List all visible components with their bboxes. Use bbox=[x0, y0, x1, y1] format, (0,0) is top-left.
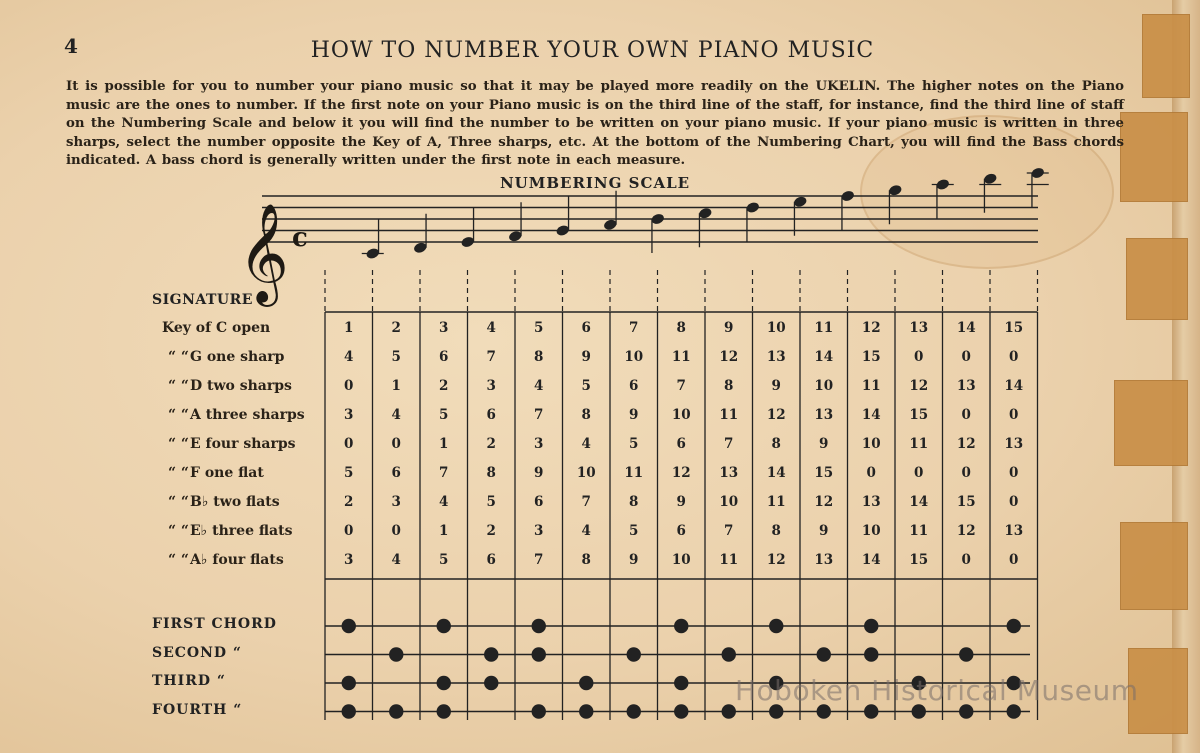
chord-dot bbox=[674, 676, 688, 690]
table-cell: 8 bbox=[581, 552, 591, 568]
key-name: G one sharp bbox=[190, 349, 285, 365]
table-cell: 11 bbox=[719, 407, 739, 423]
table-cell: 0 bbox=[391, 523, 401, 539]
chord-dot bbox=[959, 647, 973, 661]
table-cell: 3 bbox=[534, 523, 544, 539]
table-cell: 7 bbox=[724, 436, 734, 452]
table-cell: 2 bbox=[486, 436, 496, 452]
table-cell: 15 bbox=[814, 465, 834, 481]
table-cell: 13 bbox=[1004, 523, 1024, 539]
table-cell: 0 bbox=[344, 378, 354, 394]
table-cell: 2 bbox=[486, 523, 496, 539]
table-cell: 13 bbox=[814, 407, 834, 423]
table-cell: 8 bbox=[486, 465, 496, 481]
table-cell: 7 bbox=[629, 320, 639, 336]
table-cell: 2 bbox=[439, 378, 449, 394]
table-cell: 4 bbox=[439, 494, 449, 510]
table-cell: 6 bbox=[391, 465, 401, 481]
table-cell: 5 bbox=[486, 494, 496, 510]
table-cell: 14 bbox=[861, 552, 881, 568]
table-cell: 5 bbox=[344, 465, 354, 481]
page-title: HOW TO NUMBER YOUR OWN PIANO MUSIC bbox=[310, 38, 875, 63]
table-cell: 6 bbox=[486, 407, 496, 423]
ditto-mark: “ “ bbox=[168, 349, 189, 365]
table-cell: 9 bbox=[819, 523, 829, 539]
table-cell: 12 bbox=[956, 436, 976, 452]
table-cell: 7 bbox=[486, 349, 496, 365]
key-name: B♭ two flats bbox=[190, 494, 280, 510]
table-cell: 2 bbox=[391, 320, 401, 336]
table-cell: 9 bbox=[629, 552, 639, 568]
table-cell: 11 bbox=[719, 552, 739, 568]
key-name: Key of C open bbox=[162, 320, 271, 336]
table-cell: 13 bbox=[719, 465, 739, 481]
table-cell: 4 bbox=[344, 349, 354, 365]
table-cell: 15 bbox=[909, 552, 929, 568]
table-cell: 13 bbox=[766, 349, 786, 365]
table-cell: 7 bbox=[676, 378, 686, 394]
chord-dot bbox=[389, 647, 403, 661]
table-cell: 3 bbox=[344, 407, 354, 423]
table-cell: 11 bbox=[909, 436, 929, 452]
key-name: A three sharps bbox=[190, 407, 305, 423]
table-cell: 11 bbox=[814, 320, 834, 336]
page-number: 4 bbox=[64, 34, 78, 58]
table-cell: 12 bbox=[766, 552, 786, 568]
table-cell: 13 bbox=[1004, 436, 1024, 452]
table-cell: 9 bbox=[819, 436, 829, 452]
table-cell: 9 bbox=[581, 349, 591, 365]
table-cell: 0 bbox=[1009, 465, 1019, 481]
table-cell: 10 bbox=[766, 320, 786, 336]
table-cell: 10 bbox=[624, 349, 644, 365]
table-cell: 0 bbox=[866, 465, 876, 481]
table-cell: 15 bbox=[861, 349, 881, 365]
table-cell: 6 bbox=[676, 523, 686, 539]
table-cell: 10 bbox=[671, 407, 691, 423]
table-cell: 12 bbox=[814, 494, 834, 510]
table-cell: 0 bbox=[1009, 349, 1019, 365]
table-cell: 6 bbox=[629, 378, 639, 394]
ditto-mark: “ “ bbox=[168, 378, 189, 394]
key-name: E four sharps bbox=[190, 436, 296, 452]
table-cell: 6 bbox=[486, 552, 496, 568]
table-cell: 4 bbox=[581, 436, 591, 452]
table-cell: 13 bbox=[956, 378, 976, 394]
table-cell: 0 bbox=[961, 349, 971, 365]
ditto-mark: “ “ bbox=[168, 523, 189, 539]
watermark: Hoboken Historical Museum bbox=[735, 674, 1139, 707]
key-name: F one flat bbox=[190, 465, 264, 481]
intro-paragraph: It is possible for you to number your piano music so that it may be played more readily on the UKELIN. The higher notes on the Piano music are the ones to number. If the first note on your Piano music is on the third line of the staff, for instance, find the third line of staff on the Numbering Scale and below it you will find the number to be written on your piano music. If your piano music is written in three sharps, select the number opposite the Key of A, Three sharps, etc. At the bottom of the Numbering Chart, you will find the Bass chords indicated. A bass chord is generally written under the first note in each measure. bbox=[66, 79, 1124, 168]
table-cell: 0 bbox=[914, 465, 924, 481]
table-cell: 7 bbox=[439, 465, 449, 481]
table-cell: 9 bbox=[724, 320, 734, 336]
table-cell: 8 bbox=[581, 407, 591, 423]
table-cell: 0 bbox=[961, 465, 971, 481]
table-cell: 12 bbox=[909, 378, 929, 394]
table-cell: 12 bbox=[861, 320, 881, 336]
chord-dot bbox=[627, 704, 641, 718]
chord-dot bbox=[722, 704, 736, 718]
table-cell: 5 bbox=[391, 349, 401, 365]
table-cell: 3 bbox=[534, 436, 544, 452]
chord-dot bbox=[532, 704, 546, 718]
table-cell: 5 bbox=[534, 320, 544, 336]
table-cell: 3 bbox=[391, 494, 401, 510]
table-cell: 11 bbox=[671, 349, 691, 365]
key-name: D two sharps bbox=[190, 378, 292, 394]
table-cell: 10 bbox=[861, 523, 881, 539]
ditto-mark: “ “ bbox=[168, 436, 189, 452]
table-cell: 13 bbox=[814, 552, 834, 568]
table-cell: 6 bbox=[581, 320, 591, 336]
chord-dot bbox=[437, 704, 451, 718]
ditto-mark: “ “ bbox=[168, 552, 189, 568]
chord-dot bbox=[722, 647, 736, 661]
chord-dot bbox=[627, 647, 641, 661]
table-cell: 10 bbox=[861, 436, 881, 452]
table-cell: 10 bbox=[671, 552, 691, 568]
table-cell: 0 bbox=[344, 523, 354, 539]
table-cell: 9 bbox=[676, 494, 686, 510]
table-cell: 15 bbox=[909, 407, 929, 423]
table-cell: 14 bbox=[861, 407, 881, 423]
table-cell: 1 bbox=[439, 436, 449, 452]
chord-dot bbox=[342, 704, 356, 718]
table-cell: 15 bbox=[956, 494, 976, 510]
table-cell: 10 bbox=[576, 465, 596, 481]
table-cell: 14 bbox=[956, 320, 976, 336]
scale-notes bbox=[362, 167, 1049, 260]
table-cell: 5 bbox=[439, 407, 449, 423]
chord-dot bbox=[342, 619, 356, 633]
table-cell: 5 bbox=[581, 378, 591, 394]
chord-dot bbox=[579, 704, 593, 718]
table-cell: 4 bbox=[581, 523, 591, 539]
table-cell: 4 bbox=[534, 378, 544, 394]
table-cell: 7 bbox=[724, 523, 734, 539]
table-cell: 1 bbox=[439, 523, 449, 539]
chord-dot bbox=[674, 704, 688, 718]
table-cell: 0 bbox=[344, 436, 354, 452]
table-cell: 6 bbox=[676, 436, 686, 452]
table-cell: 4 bbox=[486, 320, 496, 336]
table-cell: 9 bbox=[629, 407, 639, 423]
table-cell: 0 bbox=[961, 552, 971, 568]
time-signature: c bbox=[292, 223, 308, 253]
signature-label: SIGNATURE bbox=[152, 292, 253, 308]
table-cell: 7 bbox=[534, 552, 544, 568]
table-cell: 5 bbox=[629, 523, 639, 539]
ditto-mark: “ “ bbox=[168, 494, 189, 510]
chord-dot bbox=[484, 647, 498, 661]
table-cell: 15 bbox=[1004, 320, 1024, 336]
table-cell: 0 bbox=[391, 436, 401, 452]
chord-label: FOURTH “ bbox=[152, 701, 243, 718]
table-cell: 8 bbox=[676, 320, 686, 336]
ditto-mark: “ “ bbox=[168, 407, 189, 423]
chord-dot bbox=[437, 676, 451, 690]
table-cell: 8 bbox=[771, 523, 781, 539]
table-cell: 4 bbox=[391, 552, 401, 568]
table-cell: 1 bbox=[391, 378, 401, 394]
chord-dot bbox=[674, 619, 688, 633]
table-cell: 0 bbox=[1009, 494, 1019, 510]
table-cell: 11 bbox=[861, 378, 881, 394]
table-cell: 13 bbox=[861, 494, 881, 510]
table-cell: 7 bbox=[581, 494, 591, 510]
table-cell: 6 bbox=[439, 349, 449, 365]
table-cell: 2 bbox=[344, 494, 354, 510]
table-cell: 14 bbox=[814, 349, 834, 365]
numbering-scale-title: NUMBERING SCALE bbox=[499, 174, 691, 192]
table-cell: 8 bbox=[534, 349, 544, 365]
table-cell: 3 bbox=[439, 320, 449, 336]
table-cell: 8 bbox=[771, 436, 781, 452]
chord-dot bbox=[532, 647, 546, 661]
table-cell: 0 bbox=[1009, 407, 1019, 423]
table-cell: 5 bbox=[629, 436, 639, 452]
ditto-mark: “ “ bbox=[168, 465, 189, 481]
table-cell: 1 bbox=[344, 320, 354, 336]
key-row-label bbox=[162, 320, 347, 336]
table-cell: 11 bbox=[909, 523, 929, 539]
table-cell: 6 bbox=[534, 494, 544, 510]
key-name: E♭ three flats bbox=[190, 523, 293, 539]
chord-label: THIRD “ bbox=[152, 673, 226, 689]
table-cell: 12 bbox=[719, 349, 739, 365]
table-cell: 12 bbox=[671, 465, 691, 481]
table-cell: 3 bbox=[344, 552, 354, 568]
table-cell: 13 bbox=[909, 320, 929, 336]
chord-dot bbox=[532, 619, 546, 633]
table-cell: 14 bbox=[909, 494, 929, 510]
table-cell: 0 bbox=[914, 349, 924, 365]
chord-label: FIRST CHORD bbox=[152, 616, 277, 632]
table-cell: 11 bbox=[766, 494, 786, 510]
chord-dot bbox=[864, 647, 878, 661]
table-cell: 0 bbox=[961, 407, 971, 423]
chord-dot bbox=[342, 676, 356, 690]
table-cell: 0 bbox=[1009, 552, 1019, 568]
chord-dot bbox=[1007, 619, 1021, 633]
table-cell: 12 bbox=[766, 407, 786, 423]
key-name: A♭ four flats bbox=[190, 552, 284, 568]
table-cell: 7 bbox=[534, 407, 544, 423]
chord-dot bbox=[817, 647, 831, 661]
table-cell: 8 bbox=[629, 494, 639, 510]
table-cell: 10 bbox=[814, 378, 834, 394]
chord-dot bbox=[579, 676, 593, 690]
table-cell: 14 bbox=[1004, 378, 1024, 394]
chord-dot bbox=[484, 676, 498, 690]
table-cell: 12 bbox=[956, 523, 976, 539]
table-cell: 4 bbox=[391, 407, 401, 423]
table-cell: 3 bbox=[486, 378, 496, 394]
chord-dot bbox=[389, 704, 403, 718]
chord-dot bbox=[864, 619, 878, 633]
chord-dot bbox=[437, 619, 451, 633]
table-cell: 5 bbox=[439, 552, 449, 568]
svg-text:𝄞: 𝄞 bbox=[238, 203, 289, 303]
table-cell: 10 bbox=[719, 494, 739, 510]
table-cell: 9 bbox=[771, 378, 781, 394]
chord-label: SECOND “ bbox=[152, 644, 242, 661]
table-cell: 8 bbox=[724, 378, 734, 394]
chord-dot bbox=[769, 619, 783, 633]
table-cell: 14 bbox=[766, 465, 786, 481]
table-cell: 9 bbox=[534, 465, 544, 481]
table-cell: 11 bbox=[624, 465, 644, 481]
